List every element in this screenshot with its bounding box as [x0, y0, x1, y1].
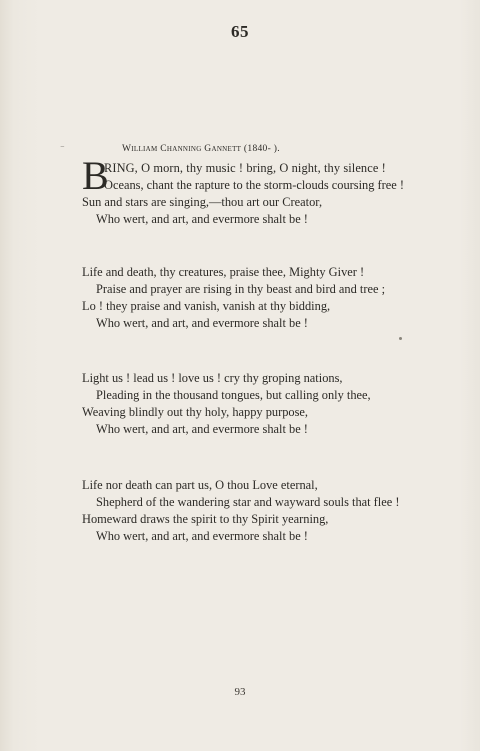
stanza-1-line-2: Oceans, chant the rapture to the storm-clouds coursing free !: [104, 178, 405, 192]
stanza-4-line-4: Who wert, and art, and evermore shalt be !: [96, 529, 308, 543]
stanza-3-line-1: Light us ! lead us ! love us ! cry thy groping nations,: [82, 371, 343, 385]
stanza-4: [82, 477, 462, 545]
stanza-3: [82, 370, 462, 438]
stanza-3-line-4: Who wert, and art, and evermore shalt be !: [96, 422, 308, 436]
stanza-4-line-3: Homeward draws the spirit to thy Spirit yearning,: [82, 512, 329, 526]
stanza-2-line-4: Who wert, and art, and evermore shalt be !: [96, 316, 308, 330]
stanza-2-line-2: Praise and prayer are rising in thy beast and bird and tree ;: [96, 282, 386, 296]
stanza-1: [82, 153, 462, 228]
stanza-3-line-2: Pleading in the thousand tongues, but calling only thee,: [96, 388, 371, 402]
stanza-4-line-1: Life nor death can part us, O thou Love eternal,: [82, 478, 318, 492]
stanza-1-line-4: Who wert, and art, and evermore shalt be !: [96, 212, 308, 226]
drop-cap-letter: B: [82, 153, 109, 198]
stanza-2-line-3: Lo ! they praise and vanish, vanish at thy bidding,: [82, 299, 331, 313]
stanza-4-line-2: Shepherd of the wandering star and wayward souls that flee !: [96, 495, 400, 509]
stanza-1-line-1: RING, O morn, thy music ! bring, O night, thy silence !: [104, 161, 386, 175]
author-attribution: William Channing Gannett (1840- ).: [122, 144, 280, 154]
margin-dash-mark: ⁻: [60, 143, 65, 153]
stanza-2-line-1: Life and death, thy creatures, praise thee, Mighty Giver !: [82, 265, 365, 279]
ink-speck: [399, 337, 402, 340]
stanza-1-line-3: Sun and stars are singing,—thou art our Creator,: [82, 195, 323, 209]
page-number: 65: [231, 22, 249, 41]
stanza-3-line-3: Weaving blindly out thy holy, happy purpose,: [82, 405, 309, 419]
stanza-2: [82, 264, 462, 332]
signature-mark: 93: [234, 686, 246, 698]
